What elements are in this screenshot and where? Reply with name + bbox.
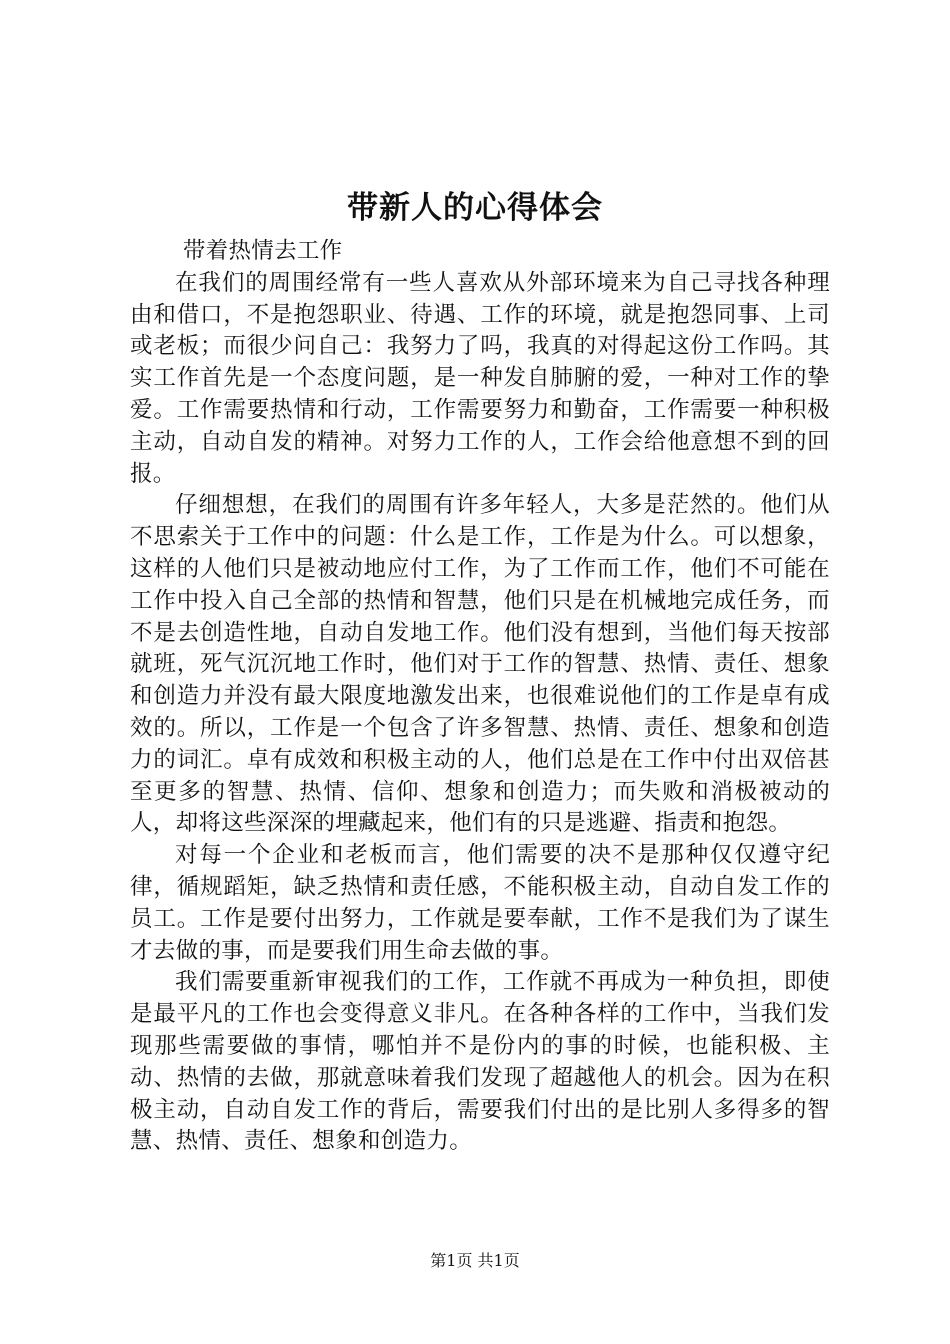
paragraph-4: 我们需要重新审视我们的工作，工作就不再成为一种负担，即使是最平凡的工作也会变得意义非凡。在各种各样的工作中，当我们发现那些需要做的事情，哪怕并不是份内的事的时候，也能积极、主动、热情的去做，那就意味着我们发现了超越他人的机会。因为在积极主动，自动自发工作的背后，需要我们付出的是比别人多得多的智慧、热情、责任、想象和创造力。 — [130, 969, 830, 1155]
section-heading: 带着热情去工作 — [182, 238, 343, 264]
document-title: 带新人的心得体会 — [347, 190, 603, 226]
page-number-footer: 第1页 共1页 — [430, 1251, 520, 1270]
paragraph-3: 对每一个企业和老板而言，他们需要的决不是那种仅仅遵守纪律，循规蹈矩，缺乏热情和责任感，不能积极主动，自动自发工作的员工。工作是要付出努力，工作就是要奉献，工作不是我们为了谋生才去做的事，而是要我们用生命去做的事。 — [130, 842, 830, 964]
paragraph-1: 在我们的周围经常有一些人喜欢从外部环境来为自己寻找各种理由和借口，不是抱怨职业、待遇、工作的环境，就是抱怨同事、上司或老板；而很少问自己：我努力了吗，我真的对得起这份工作吗。其实工作首先是一个态度问题，是一种发自肺腑的爱，一种对工作的挚爱。工作需要热情和行动，工作需要努力和勤奋，工作需要一种积极主动，自动自发的精神。对努力工作的人，工作会给他意想不到的回报。 — [130, 269, 830, 487]
paragraph-2: 仔细想想，在我们的周围有许多年轻人，大多是茫然的。他们从不思索关于工作中的问题：什么是工作，工作是为什么。可以想象，这样的人他们只是被动地应付工作，为了工作而工作，他们不可能在工作中投入自己全部的热情和智慧，他们只是在机械地完成任务，而不是去创造性地，自动自发地工作。他们没有想到，当他们每天按部就班，死气沉沉地工作时，他们对于工作的智慧、热情、责任、想象和创造力并没有最大限度地激发出来，也很难说他们的工作是卓有成效的。所以，工作是一个包含了许多智慧、热情、责任、想象和创造力的词汇。卓有成效和积极主动的人，他们总是在工作中付出双倍甚至更多的智慧、热情、信仰、想象和创造力；而失败和消极被动的人，却将这些深深的埋藏起来，他们有的只是逃避、指责和抱怨。 — [130, 492, 830, 837]
document-body — [130, 236, 830, 1158]
